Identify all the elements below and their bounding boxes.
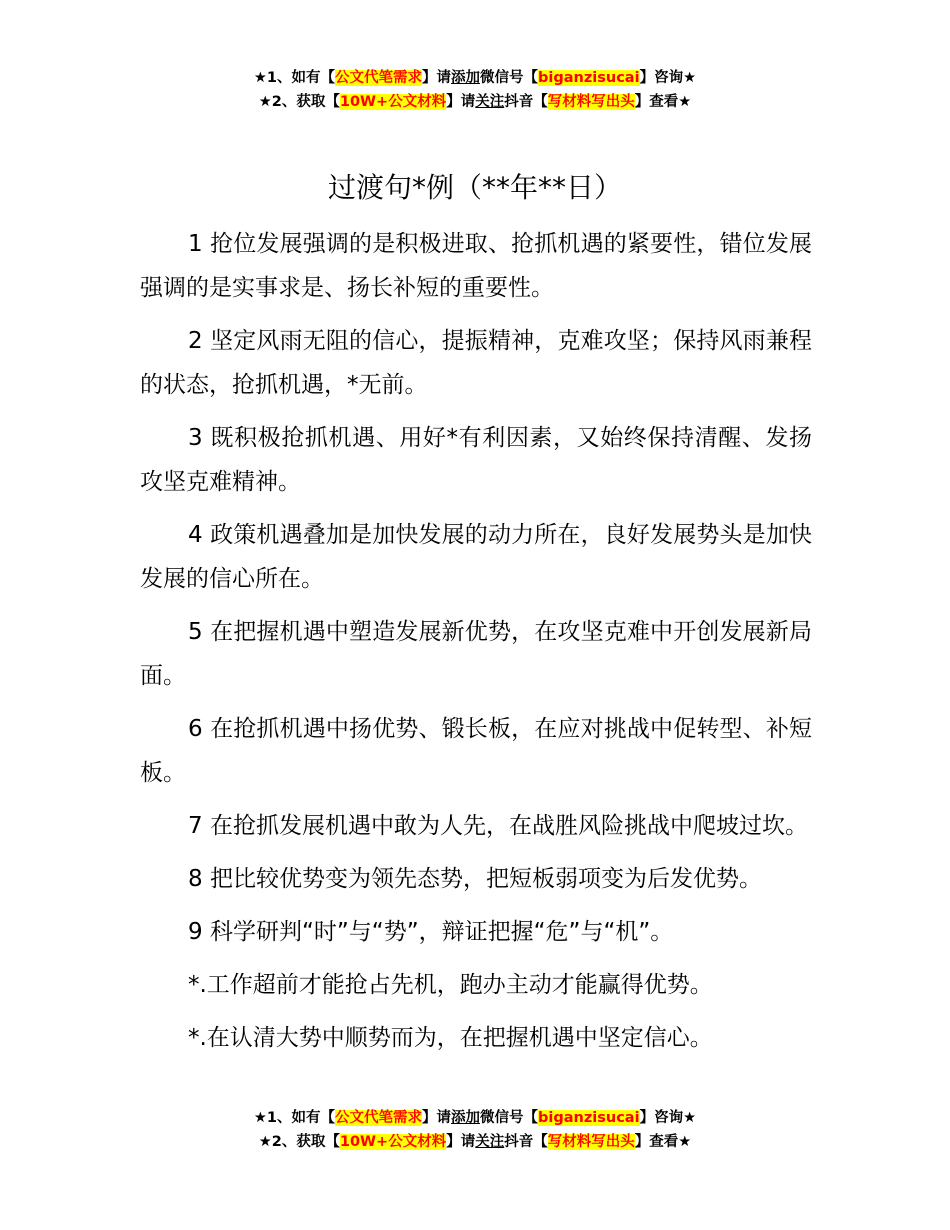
header-banner-line-1 <box>0 66 950 90</box>
paragraph-4: 4 政策机遇叠加是加快发展的动力所在，良好发展势头是加快发展的信心所在。 <box>140 522 812 592</box>
banner-highlight: 写材料写出头 <box>547 1134 635 1150</box>
paragraph-9: 9 科学研判“时”与“势”，辩证把握“危”与“机”。 <box>188 919 674 945</box>
banner-text: ★1、如有【 <box>253 1110 336 1126</box>
banner-underlined-text: 添加 <box>451 70 481 86</box>
paragraph-5: 5 在把握机遇中塑造发展新优势，在攻坚克难中开创发展新局面。 <box>140 619 812 689</box>
banner-highlight: 写材料写出头 <box>547 94 635 110</box>
banner-highlight: 公文代笔需求 <box>335 1110 423 1126</box>
banner-text: ★2、获取【 <box>258 1134 340 1150</box>
banner-underlined-text: 添加 <box>451 1110 481 1126</box>
footer-banner-line-2 <box>0 1130 950 1154</box>
banner-text: 】请 <box>446 1134 476 1150</box>
paragraph-2: 2 坚定风雨无阻的信心，提振精神，克难攻坚；保持风雨兼程的状态，抢抓机遇，*无前。 <box>140 328 812 398</box>
banner-text: ★2、获取【 <box>258 94 340 110</box>
banner-text: 】咨询★ <box>639 70 697 86</box>
banner-highlight: 公文代笔需求 <box>335 70 423 86</box>
paragraph-11: *.在认清大势中顺势而为，在把握机遇中坚定信心。 <box>188 1025 713 1051</box>
banner-text: ★1、如有【 <box>253 70 336 86</box>
paragraph-6: 6 在抢抓机遇中扬优势、锻长板，在应对挑战中促转型、补短板。 <box>140 716 812 786</box>
banner-text: 】请 <box>446 94 476 110</box>
footer-banner-line-1 <box>0 1106 950 1130</box>
banner-text: 抖音【 <box>504 1134 548 1150</box>
banner-text: 】请 <box>422 70 452 86</box>
paragraph-8: 8 把比较优势变为领先态势，把短板弱项变为后发优势。 <box>188 866 762 892</box>
paragraph-7: 7 在抢抓发展机遇中敢为人先，在战胜风险挑战中爬坡过坎。 <box>188 813 808 839</box>
header-banner-line-2 <box>0 90 950 114</box>
banner-highlight: biganzisucai <box>538 1110 640 1126</box>
banner-text: 】查看★ <box>634 94 692 110</box>
banner-underlined-text: 关注 <box>475 1134 505 1150</box>
document-title: 过渡句*例（**年**日） <box>327 171 622 204</box>
header-banner <box>0 66 950 114</box>
banner-text: 】请 <box>422 1110 452 1126</box>
paragraph-3: 3 既积极抢抓机遇、用好*有利因素，又始终保持清醒、发扬攻坚克难精神。 <box>140 425 812 495</box>
banner-highlight: 10W+公文材料 <box>339 1134 447 1150</box>
banner-highlight: 10W+公文材料 <box>339 94 447 110</box>
banner-text: 微信号【 <box>480 1110 539 1126</box>
paragraph-10: *.工作超前才能抢占先机，跑办主动才能赢得优势。 <box>188 972 713 998</box>
banner-text: 】查看★ <box>634 1134 692 1150</box>
banner-text: 抖音【 <box>504 94 548 110</box>
banner-highlight: biganzisucai <box>538 70 640 86</box>
banner-text: 】咨询★ <box>639 1110 697 1126</box>
footer-banner <box>0 1106 950 1154</box>
banner-underlined-text: 关注 <box>475 94 505 110</box>
paragraph-1: 1 抢位发展强调的是积极进取、抢抓机遇的紧要性，错位发展强调的是实事求是、扬长补短的重要性。 <box>140 231 812 301</box>
banner-text: 微信号【 <box>480 70 539 86</box>
document-body <box>140 222 812 1069</box>
